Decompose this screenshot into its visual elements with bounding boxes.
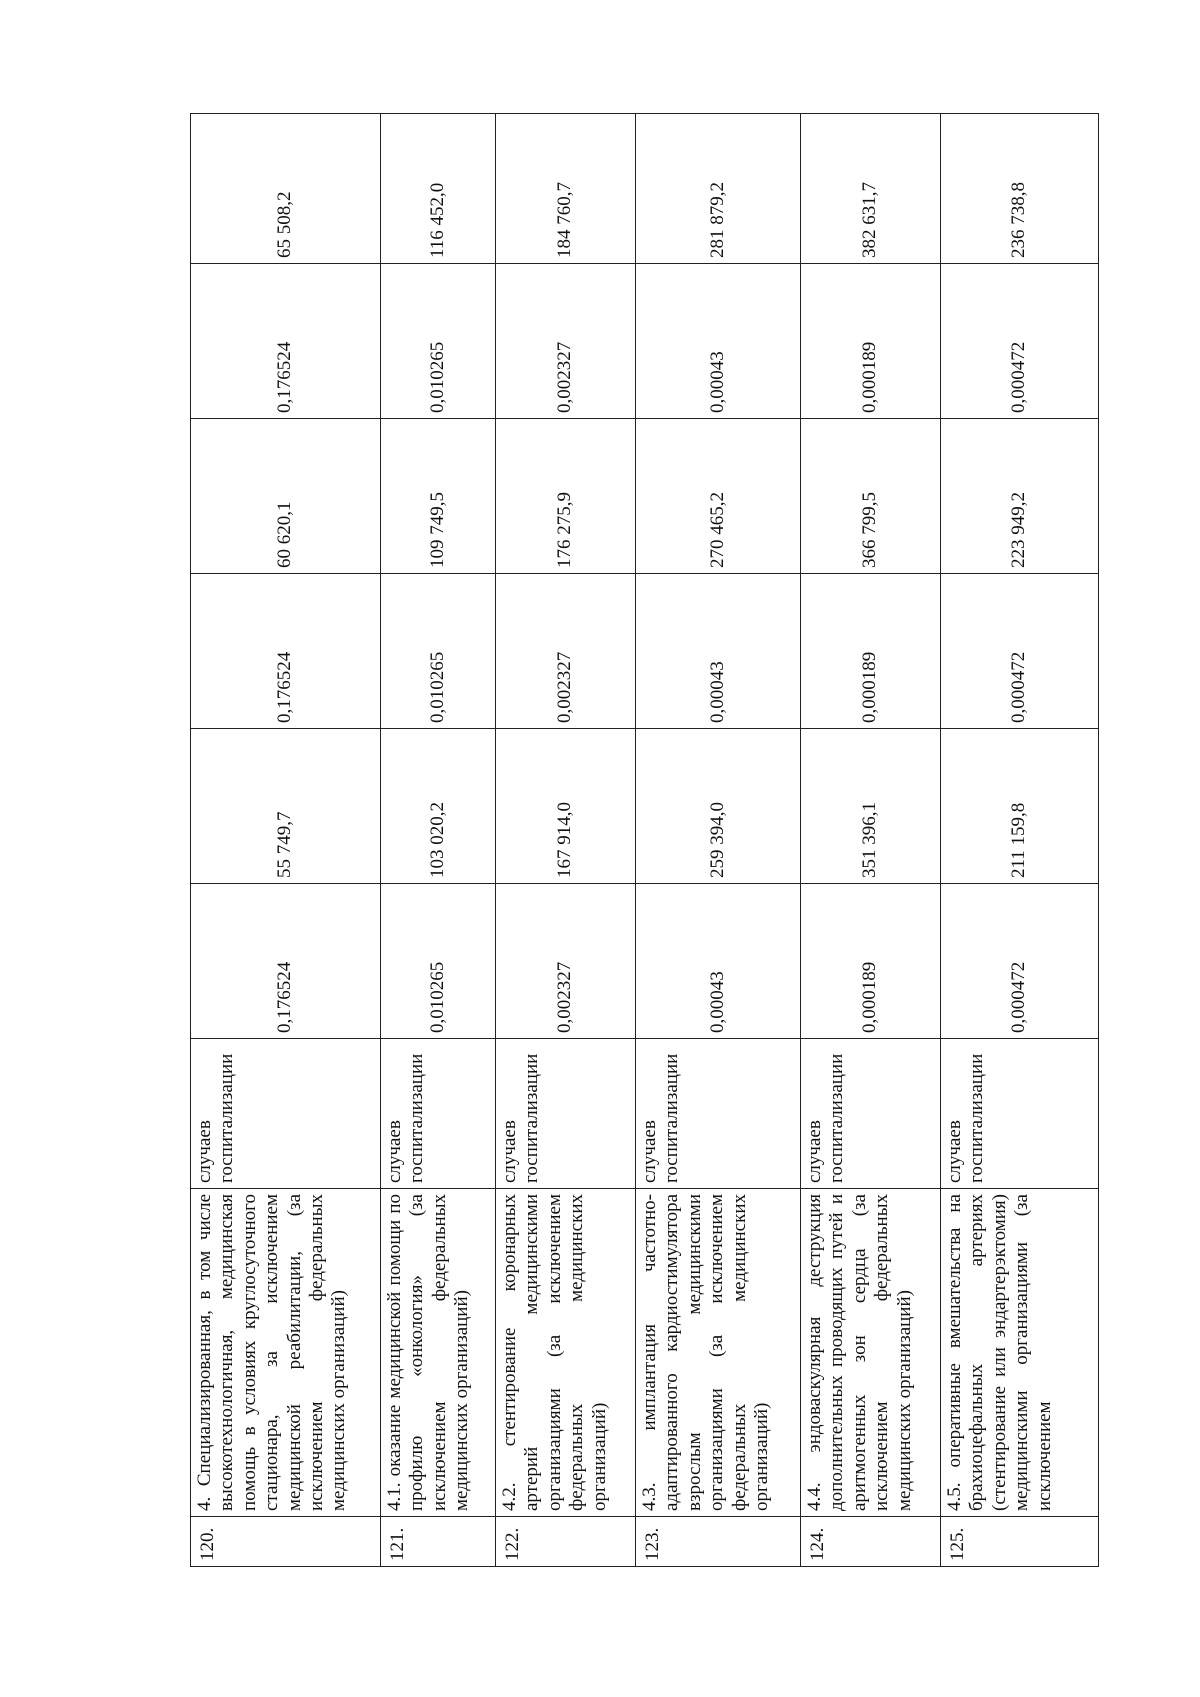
value-cell: 259 394,0 (636, 729, 801, 884)
row-unit: случаев госпитализации (801, 1039, 941, 1189)
row-number: 120. (191, 1517, 381, 1567)
value-cell: 55 749,7 (191, 729, 381, 884)
value-cell: 270 465,2 (636, 419, 801, 574)
value-cell: 0,002327 (496, 574, 636, 729)
row-name: 4.3. имплантация частотно-адаптированного кардиостимулятора взрослым медицинскими организациями (за исключением федеральных медицинских организаций) (636, 1189, 801, 1517)
value-cell: 0,000189 (801, 884, 941, 1039)
value-cell: 0,010265 (381, 884, 496, 1039)
row-number: 123. (636, 1517, 801, 1567)
table-row (941, 114, 1099, 1567)
value-cell: 109 749,5 (381, 419, 496, 574)
value-cell: 0,002327 (496, 264, 636, 419)
row-name: 4.4. эндоваскулярная деструкция дополнительных проводящих путей и аритмогенных зон сердца (за исключением федеральных медицинских организаций) (801, 1189, 941, 1517)
value-cell: 0,00043 (636, 574, 801, 729)
value-cell: 0,00043 (636, 884, 801, 1039)
row-number: 124. (801, 1517, 941, 1567)
value-cell: 116 452,0 (381, 114, 496, 264)
value-cell: 0,176524 (191, 574, 381, 729)
table-row (496, 114, 636, 1567)
value-cell: 0,000189 (801, 574, 941, 729)
table-row (191, 114, 381, 1567)
value-cell: 0,000472 (941, 574, 1099, 729)
value-cell: 103 020,2 (381, 729, 496, 884)
table-row (636, 114, 801, 1567)
value-cell: 167 914,0 (496, 729, 636, 884)
value-cell: 281 879,2 (636, 114, 801, 264)
value-cell: 0,010265 (381, 264, 496, 419)
value-cell: 236 738,8 (941, 114, 1099, 264)
row-number: 121. (381, 1517, 496, 1567)
value-cell: 0,002327 (496, 884, 636, 1039)
row-name: 4.5. оперативные вмешательства на брахиоцефальных артериях (стентирование или эндартерэктомия) медицинскими организациями (за исключением (941, 1189, 1099, 1517)
row-name: 4. Специализированная, в том числе высокотехнологичная, медицинская помощь в условиях круглосуточного стационара, за исключением медицинской реабилитации, (за исключением федеральных медицинских организаций) (191, 1189, 381, 1517)
row-name: 4.1. оказание медицинской помощи по профилю «онкология» (за исключением федеральных медицинских организаций) (381, 1189, 496, 1517)
row-unit: случаев госпитализации (636, 1039, 801, 1189)
value-cell: 60 620,1 (191, 419, 381, 574)
table-row (381, 114, 496, 1567)
row-unit: случаев госпитализации (941, 1039, 1099, 1189)
value-cell: 0,010265 (381, 574, 496, 729)
value-cell: 0,176524 (191, 264, 381, 419)
row-number: 125. (941, 1517, 1099, 1567)
value-cell: 382 631,7 (801, 114, 941, 264)
value-cell: 0,176524 (191, 884, 381, 1039)
table-row (801, 114, 941, 1567)
row-unit: случаев госпитализации (496, 1039, 636, 1189)
value-cell: 65 508,2 (191, 114, 381, 264)
rotated-table-container (190, 114, 1098, 1567)
row-number: 122. (496, 1517, 636, 1567)
value-cell: 0,000472 (941, 264, 1099, 419)
row-unit: случаев госпитализации (191, 1039, 381, 1189)
row-name: 4.2. стентирование коронарных артерий медицинскими организациями (за исключением федеральных медицинских организаций) (496, 1189, 636, 1517)
value-cell: 366 799,5 (801, 419, 941, 574)
value-cell: 0,000189 (801, 264, 941, 419)
value-cell: 184 760,7 (496, 114, 636, 264)
value-cell: 0,00043 (636, 264, 801, 419)
value-cell: 0,000472 (941, 884, 1099, 1039)
tariff-table (190, 113, 1099, 1567)
value-cell: 351 396,1 (801, 729, 941, 884)
value-cell: 211 159,8 (941, 729, 1099, 884)
row-unit: случаев госпитализации (381, 1039, 496, 1189)
value-cell: 223 949,2 (941, 419, 1099, 574)
value-cell: 176 275,9 (496, 419, 636, 574)
